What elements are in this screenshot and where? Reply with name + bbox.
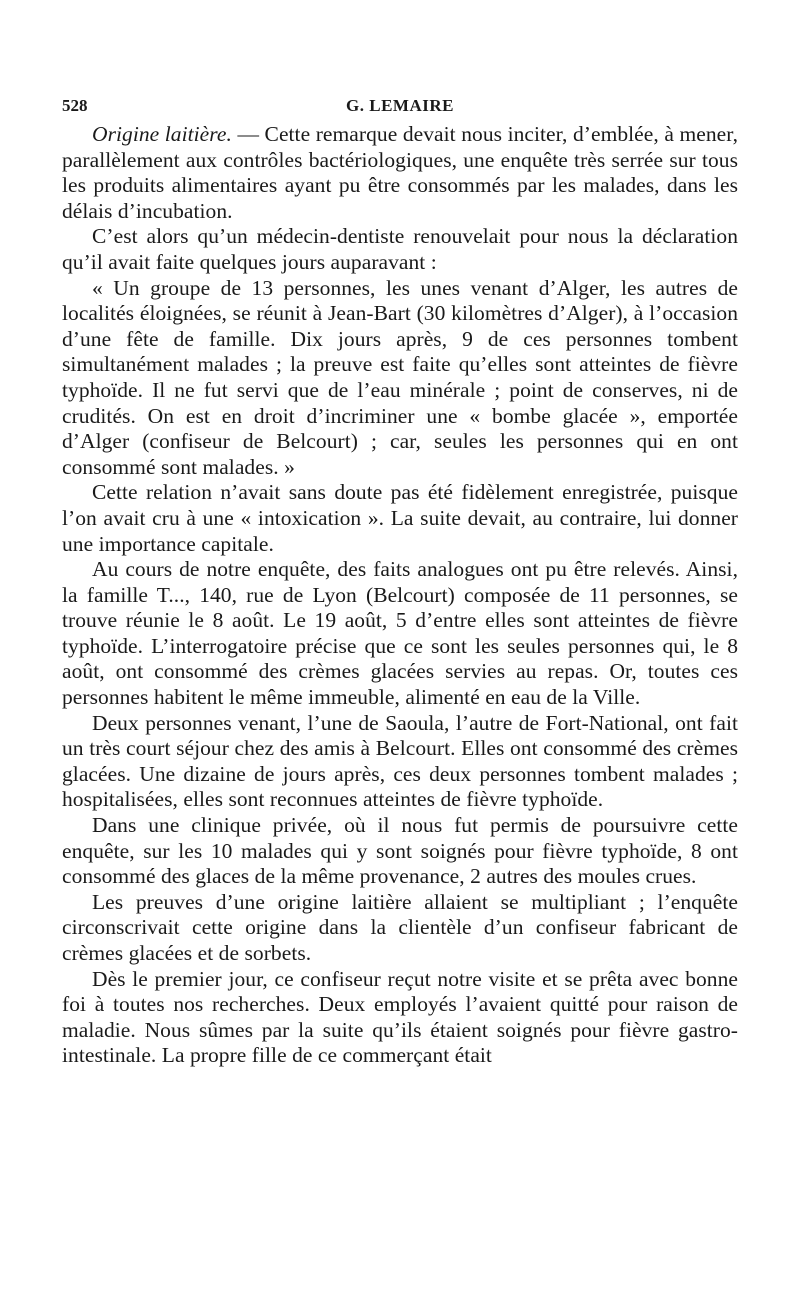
page-number: 528	[62, 96, 88, 115]
paragraph-1-text: — Cette remarque devait nous inciter, d’emblée, à mener, parallèlement aux contrôles bactériologiques, une enquête très serrée sur tous les produits alimentaires ayant pu être consommés par les malades, dans les délais d’incubation.	[62, 122, 738, 223]
section-heading: Origine laitière.	[92, 122, 232, 146]
paragraph-1	[62, 122, 738, 224]
page	[62, 88, 738, 1069]
running-head	[62, 88, 738, 122]
paragraph-9: Dès le premier jour, ce confiseur reçut notre visite et se prêta avec bonne foi à toutes nos recherches. Deux employés l’avaient quitté pour raison de maladie. Nous sûmes par la suite qu’ils étaient soignés pour fièvre gastro-intestinale. La propre fille de ce commerçant était	[62, 966, 738, 1068]
paragraph-4: Cette relation n’avait sans doute pas été fidèlement enregistrée, puisque l’on avait cru à une « intoxication ». La suite devait, au contraire, lui donner une importance capitale.	[62, 480, 738, 556]
running-title: G. LEMAIRE	[346, 96, 454, 115]
paragraph-6: Deux personnes venant, l’une de Saoula, l’autre de Fort-National, ont fait un très court séjour chez des amis à Belcourt. Elles ont consommé des crèmes glacées. Une dizaine de jours après, ces deux personnes tombent malades ; hospitalisées, elles sont reconnues atteintes de fièvre typhoïde.	[62, 710, 738, 812]
paragraph-3-quote: « Un groupe de 13 personnes, les unes venant d’Alger, les autres de localités éloignées, se réunit à Jean-Bart (30 kilomètres d’Alger), à l’occasion d’une fête de famille. Dix jours après, 9 de ces personnes tombent simultanément malades ; la preuve est faite qu’elles sont atteintes de fièvre typhoïde. Il ne fut servi que de l’eau minérale ; point de conserves, ni de crudités. On est en droit d’incriminer une « bombe glacée », emportée d’Alger (confiseur de Belcourt) ; car, seules les personnes qui en ont consommé sont malades. »	[62, 275, 738, 479]
paragraph-7: Dans une clinique privée, où il nous fut permis de poursuivre cette enquête, sur les 10 malades qui y sont soignés pour fièvre typhoïde, 8 ont consommé des glaces de la même provenance, 2 autres des moules crues.	[62, 813, 738, 889]
paragraph-8: Les preuves d’une origine laitière allaient se multipliant ; l’enquête circonscrivait cette origine dans la clientèle d’un confiseur fabricant de crèmes glacées et de sorbets.	[62, 889, 738, 965]
paragraph-5: Au cours de notre enquête, des faits analogues ont pu être relevés. Ainsi, la famille T..., 140, rue de Lyon (Belcourt) composée de 11 personnes, se trouve réunie le 8 août. Le 19 août, 5 d’entre elles sont atteintes de fièvre typhoïde. L’interrogatoire précise que ce sont les seules personnes qui, le 8 août, ont consommé des crèmes glacées servies au repas. Or, toutes ces personnes habitent le même immeuble, alimenté en eau de la Ville.	[62, 557, 738, 710]
body-text	[62, 122, 738, 1069]
paragraph-2: C’est alors qu’un médecin-dentiste renouvelait pour nous la déclaration qu’il avait faite quelques jours auparavant :	[62, 224, 738, 274]
